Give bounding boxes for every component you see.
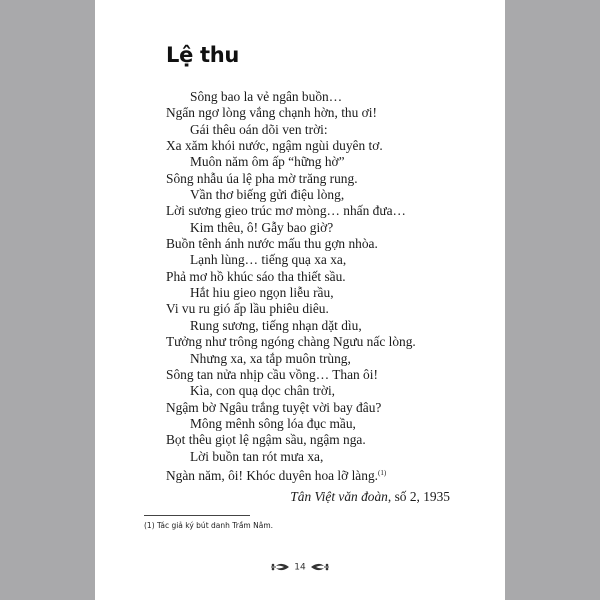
poem-line <box>166 203 486 219</box>
leaf-ornament-icon-right <box>310 562 330 572</box>
book-page <box>95 0 505 600</box>
poem-line <box>166 367 486 383</box>
poem-line-text: Sông nhẫu úa lệ pha mờ trăng rung. <box>166 170 358 186</box>
poem-line <box>166 351 486 367</box>
poem-line <box>166 400 486 416</box>
poem-line <box>166 252 486 268</box>
poem-line-text: Phả mơ hồ khúc sáo tha thiết sầu. <box>166 268 346 284</box>
poem-line-text: Mông mênh sông lóa đục mầu, <box>190 415 356 431</box>
poem-line <box>166 432 486 448</box>
source-citation <box>290 489 450 505</box>
poem-line-text: Kim thêu, ô! Gẫy bao giờ? <box>190 219 334 235</box>
footnote: (1) Tác giả ký bút danh Trầm Nâm. <box>144 521 274 530</box>
poem-line-text: Nhưng xa, xa tắp muôn trùng, <box>190 350 351 366</box>
poem-line <box>166 465 486 481</box>
poem-line <box>166 220 486 236</box>
source-detail: , số 2, 1935 <box>387 489 450 504</box>
poem-line-text: Lạnh lùng… tiếng quạ xa xa, <box>190 252 347 268</box>
poem-line <box>166 269 486 285</box>
poem-line-text: Sông tan nửa nhịp cầu vồng… Than ôi! <box>166 366 378 382</box>
poem-line-text: Gái thêu oán dõi ven trời: <box>190 121 328 137</box>
poem-line <box>166 449 486 465</box>
poem-line <box>166 122 486 138</box>
page-number: 14 <box>294 562 306 573</box>
poem-line <box>166 334 486 350</box>
footnote-divider <box>144 515 250 516</box>
poem-line-text: Sông bao la vẻ ngân buồn… <box>190 89 343 104</box>
poem-line <box>166 236 486 252</box>
poem-body <box>166 89 486 481</box>
poem-line <box>166 105 486 121</box>
poem-line <box>166 318 486 334</box>
poem-line-text: Tưởng như trông ngóng chàng Ngưu nấc lòng. <box>166 334 416 350</box>
poem-line-text: Ngẩn ngơ lòng vắng chạnh hờn, thu ơi! <box>166 105 377 121</box>
poem-line <box>166 154 486 170</box>
poem-line <box>166 89 486 105</box>
poem-line-text: Vần thơ biếng gửi điệu lòng, <box>190 187 345 203</box>
poem-line <box>166 285 486 301</box>
poem-line-text: Rung sương, tiếng nhạn dặt dìu, <box>190 317 362 333</box>
poem-line-text: Vi vu ru gió ấp lầu phiêu diêu. <box>166 301 329 317</box>
poem-line-text: Muôn năm ôm ấp “hững hờ” <box>190 154 345 170</box>
poem-line <box>166 187 486 203</box>
page-number-row <box>95 562 505 573</box>
poem-line-text: Ngàn năm, ôi! Khóc duyên hoa lỡ làng. <box>166 467 378 483</box>
poem-line <box>166 383 486 399</box>
poem-line-text: Lời sương gieo trúc mơ mòng… nhấn đưa… <box>166 203 406 219</box>
poem-line <box>166 301 486 317</box>
footnote-reference: (1) <box>377 468 387 477</box>
poem-line-text: Ngậm bờ Ngâu trắng tuyệt vời bay đâu? <box>166 399 382 415</box>
leaf-ornament-icon-left <box>270 562 290 572</box>
poem-line-text: Xa xăm khói nước, ngậm ngùi duyên tơ. <box>166 138 383 154</box>
poem-line-text: Bọt thêu giọt lệ ngậm sầu, ngậm nga. <box>166 432 366 448</box>
poem-line <box>166 138 486 154</box>
poem-title: Lệ thu <box>166 43 240 67</box>
poem-line-text: Hắt hiu gieo ngọn liễu rầu, <box>190 285 334 301</box>
poem-line <box>166 171 486 187</box>
poem-line-text: Buồn tênh ánh nước mấu thu gợn nhòa. <box>166 236 378 252</box>
poem-line <box>166 416 486 432</box>
poem-line-text: Kìa, con quạ dọc chân trời, <box>190 383 336 399</box>
source-publication: Tân Việt văn đoàn <box>290 489 388 504</box>
poem-line-text: Lời buồn tan rót mưa xa, <box>190 448 324 464</box>
